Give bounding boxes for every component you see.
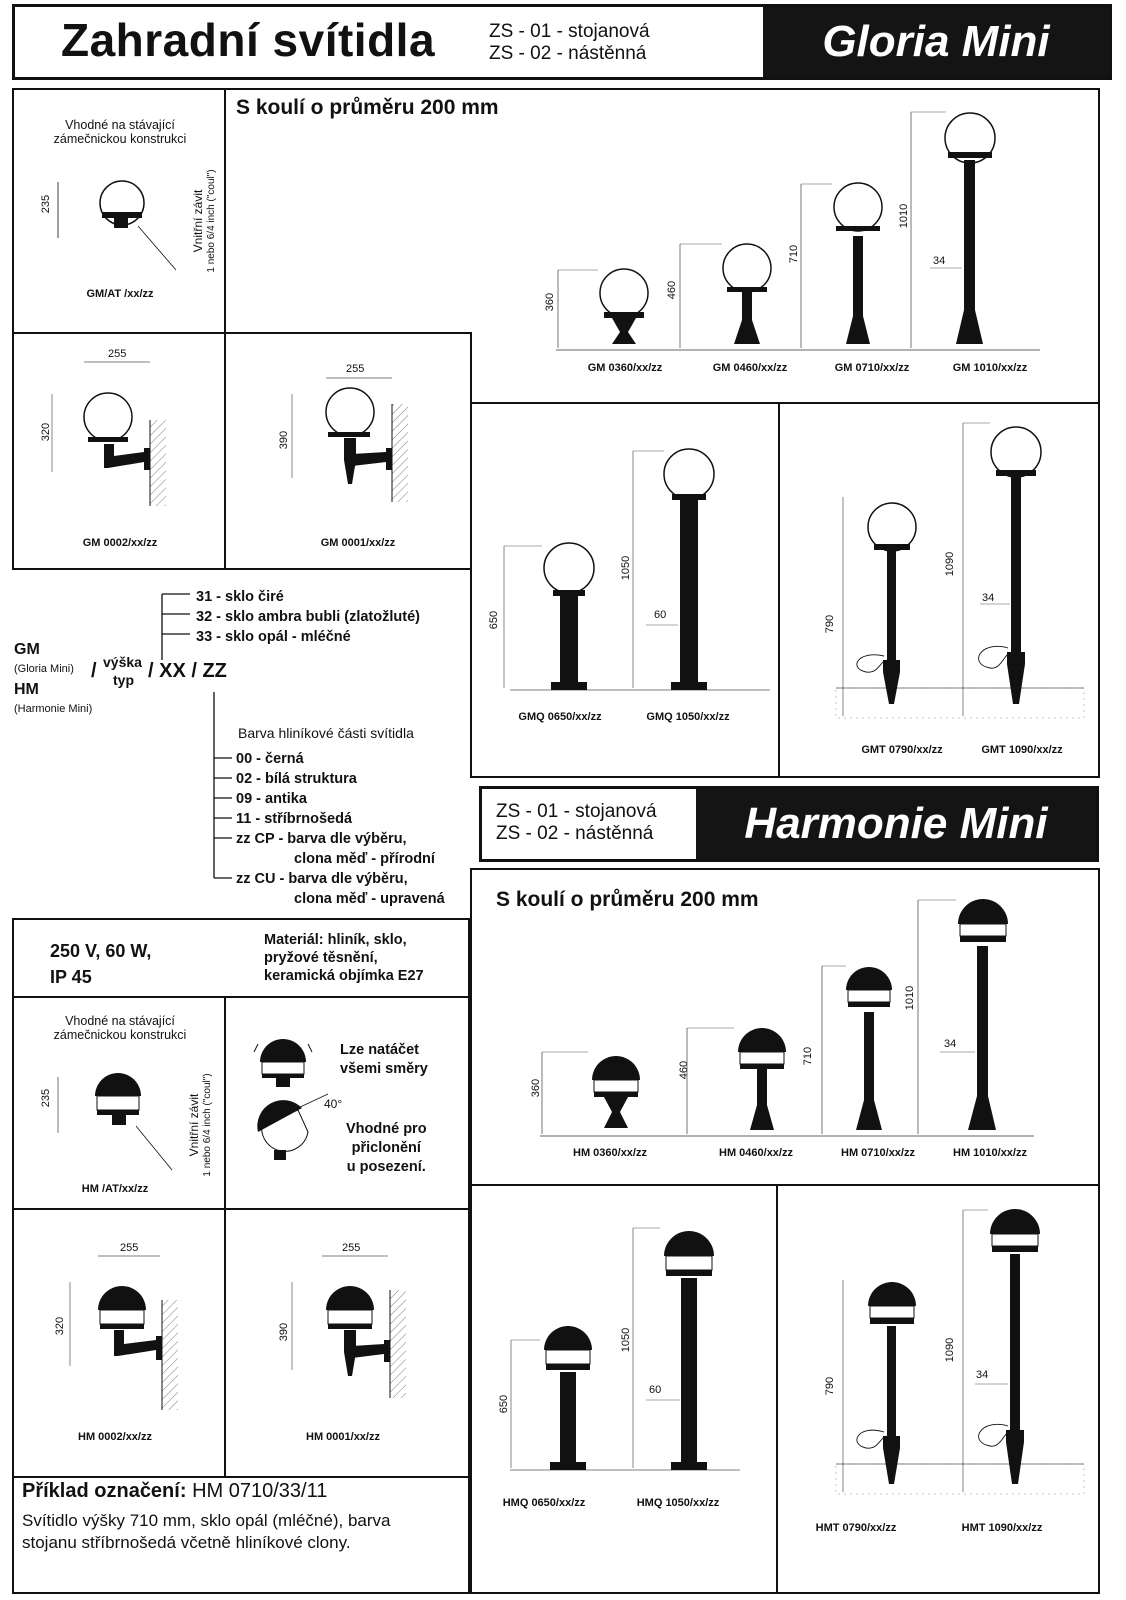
gmq-1050-height: 1050 (620, 555, 632, 581)
hm-0002-height: 320 (54, 1316, 66, 1336)
gm-0460-code: GM 0460/xx/zz (712, 362, 788, 374)
hmq-0650-code: HMQ 0650/xx/zz (502, 1497, 586, 1509)
page-title: Zahradní svítidla (61, 14, 436, 66)
header-subtitle-line-2: ZS - 02 - nástěnná (489, 43, 647, 64)
hm-at-drawing (58, 1073, 172, 1170)
brand-harmonie-mini: Harmonie Mini (696, 789, 1096, 859)
hm-1010-globe-icon (958, 899, 1008, 924)
hm-0710-globe-icon (846, 967, 892, 990)
hm-banner-subtitle-line-1: ZS - 01 - stojanová (496, 801, 657, 822)
color-option-cp: zz CP - barva dle výběru, (236, 831, 407, 847)
gmq-1050-code: GMQ 1050/xx/zz (646, 711, 730, 723)
gmt-0790-code: GMT 0790/xx/zz (861, 744, 943, 756)
gm-mount-note: Vhodné na stávající zámečnickou konstrukci (53, 118, 187, 147)
hmq-0650-height: 650 (498, 1394, 510, 1414)
gm-0001-code: GM 0001/xx/zz (320, 537, 396, 549)
hm-0360-code: HM 0360/xx/zz (573, 1147, 647, 1159)
gm-thread-line-2: 1 nebo 6/4 inch ("coul") (206, 169, 217, 273)
gm-0460-height: 460 (666, 280, 678, 300)
gm-1010-pole: 34 (933, 255, 946, 267)
code-hm-name: (Harmonie Mini) (14, 703, 93, 715)
hm-mount-note: Vhodné na stávající zámečnickou konstrukci (53, 1014, 187, 1043)
gmq-0650-globe-icon (544, 543, 594, 593)
gmt-drawings (836, 423, 1084, 718)
gm-at-height: 235 (40, 194, 52, 214)
hm-0460-code: HM 0460/xx/zz (719, 1147, 793, 1159)
material-line-2: pryžové těsnění, (264, 950, 378, 966)
hm-section-title: S koulí o průměru 200 mm (496, 888, 759, 911)
hmt-1090-pole: 34 (976, 1369, 989, 1381)
gm-wall-drawings (52, 362, 408, 506)
hm-1010-code: HM 1010/xx/zz (953, 1147, 1027, 1159)
gmt-1090-height: 1090 (944, 551, 956, 577)
gm-thread-line-1: Vnitřní závit (191, 189, 205, 253)
example-line-2: stojanu stříbrnošedá včetně hliníkové clony. (22, 1533, 351, 1552)
hm-standing-drawings (540, 899, 1034, 1136)
gmt-0790-height: 790 (824, 614, 836, 634)
hmt-drawings (836, 1209, 1084, 1494)
color-option-02: 02 - bílá struktura (236, 771, 357, 787)
color-option-00: 00 - černá (236, 751, 304, 767)
glass-option-31: 31 - sklo čiré (196, 589, 284, 605)
hmt-1090-code: HMT 1090/xx/zz (961, 1522, 1043, 1534)
hm-wall-drawings (70, 1256, 406, 1410)
header-subtitle-line-1: ZS - 01 - stojanová (489, 21, 650, 42)
electrical-line-1: 250 V, 60 W, (50, 941, 152, 961)
brand-gloria-mini: Gloria Mini (763, 7, 1109, 77)
gm-0001-globe-icon (326, 388, 374, 436)
hmt-1090-globe-icon (990, 1209, 1040, 1234)
hmt-0790-globe-icon (868, 1282, 916, 1306)
hmq-drawings (510, 1228, 740, 1470)
gm-0001-height: 390 (278, 430, 290, 450)
hm-0710-height: 710 (802, 1046, 814, 1066)
example-code: HM 0710/33/11 (192, 1480, 328, 1502)
gmt-1090-globe-icon (991, 427, 1041, 477)
electrical-line-2: IP 45 (50, 967, 92, 987)
gm-0002-code: GM 0002/xx/zz (82, 537, 158, 549)
hm-at-code: HM /AT/xx/zz (81, 1183, 149, 1195)
hm-0001-width: 255 (342, 1242, 361, 1254)
glass-option-33: 33 - sklo opál - mléčné (196, 629, 351, 645)
gmq-0650-code: GMQ 0650/xx/zz (518, 711, 602, 723)
tilt-line-3: u posezení. (346, 1159, 426, 1175)
gmt-1090-code: GMT 1090/xx/zz (981, 744, 1063, 756)
hmq-1050-globe-icon (664, 1231, 714, 1256)
gm-0360-globe-icon (600, 269, 648, 317)
hmt-0790-height: 790 (824, 1376, 836, 1396)
hm-thread-line-2: 1 nebo 6/4 inch ("coul") (202, 1073, 213, 1177)
color-option-cu: zz CU - barva dle výběru, (236, 871, 408, 887)
gm-0002-width: 255 (108, 348, 127, 360)
gm-0460-globe-icon (723, 244, 771, 292)
hm-0001-code: HM 0001/xx/zz (306, 1431, 380, 1443)
hm-thread-line-1: Vnitřní závit (187, 1093, 201, 1157)
gm-standing-drawings (556, 112, 1040, 350)
code-vyska: výška (103, 654, 142, 670)
color-heading: Barva hliníkové části svítidla (238, 725, 414, 741)
gm-0001-width: 255 (346, 363, 365, 375)
color-option-cp-note: clona měď - přírodní (294, 851, 435, 867)
hm-1010-height: 1010 (904, 985, 916, 1011)
tilt-line-1: Vhodné pro (346, 1121, 427, 1137)
code-typ: typ (113, 672, 134, 688)
tilt-angle: 40° (324, 1097, 343, 1111)
gm-0360-code: GM 0360/xx/zz (587, 362, 663, 374)
hmt-0790-code: HMT 0790/xx/zz (815, 1522, 897, 1534)
gm-0710-code: GM 0710/xx/zz (834, 362, 910, 374)
hm-0460-globe-icon (738, 1028, 786, 1052)
hmt-1090-height: 1090 (944, 1337, 956, 1363)
hm-0002-globe-icon (98, 1286, 146, 1310)
hmq-1050-height: 1050 (620, 1327, 632, 1353)
gm-0002-globe-icon (84, 393, 132, 441)
gmq-1050-pole: 60 (654, 609, 667, 621)
rotate-line-2: všemi směry (340, 1061, 428, 1077)
hm-0002-width: 255 (120, 1242, 139, 1254)
material-line-3: keramická objímka E27 (264, 968, 424, 984)
gm-at-code: GM/AT /xx/zz (86, 288, 154, 300)
color-option-11: 11 - stříbrnošedá (236, 811, 353, 827)
hmq-1050-code: HMQ 1050/xx/zz (636, 1497, 720, 1509)
hm-0360-height: 360 (530, 1078, 542, 1098)
code-xx-zz: / XX / ZZ (148, 660, 227, 682)
gm-1010-height: 1010 (898, 203, 910, 229)
color-option-09: 09 - antika (236, 791, 307, 807)
material-line-1: Materiál: hliník, sklo, (264, 932, 407, 948)
rotate-line-1: Lze natáčet (340, 1042, 419, 1058)
gm-0002-height: 320 (40, 422, 52, 442)
gmt-1090-pole: 34 (982, 592, 995, 604)
hm-0002-code: HM 0002/xx/zz (78, 1431, 152, 1443)
hm-rotate-drawings (254, 1039, 328, 1160)
gm-0360-height: 360 (544, 292, 556, 312)
gm-section-title: S koulí o průměru 200 mm (236, 96, 499, 119)
hm-0360-globe-icon (592, 1056, 640, 1080)
gm-0710-height: 710 (788, 244, 800, 264)
gm-1010-code: GM 1010/xx/zz (952, 362, 1028, 374)
hm-0001-globe-icon (326, 1286, 374, 1310)
hm-0710-code: HM 0710/xx/zz (841, 1147, 915, 1159)
code-gm: GM (14, 641, 40, 658)
hm-at-globe-icon (95, 1073, 141, 1096)
tilt-line-2: přiclonění (351, 1140, 421, 1156)
code-hm: HM (14, 681, 39, 698)
glass-option-32: 32 - sklo ambra bubli (zlatožluté) (196, 609, 420, 625)
hmq-0650-globe-icon (544, 1326, 592, 1350)
gmt-0790-globe-icon (868, 503, 916, 551)
gm-0710-globe-icon (834, 183, 882, 231)
gm-at-drawing (58, 181, 176, 270)
example-line-1: Svítidlo výšky 710 mm, sklo opál (mléčné), barva (22, 1511, 391, 1530)
code-gm-name: (Gloria Mini) (14, 663, 74, 675)
hm-at-height: 235 (40, 1088, 52, 1108)
gmq-0650-height: 650 (488, 610, 500, 630)
rotate-globe-icon (260, 1039, 306, 1062)
hmq-1050-pole: 60 (649, 1384, 662, 1396)
hm-0001-height: 390 (278, 1322, 290, 1342)
hm-1010-pole: 34 (944, 1038, 957, 1050)
example-label: Příklad označení: (22, 1480, 187, 1502)
hm-banner-subtitle-line-2: ZS - 02 - nástěnná (496, 823, 654, 844)
color-option-cu-note: clona měď - upravená (294, 891, 445, 907)
hm-0460-height: 460 (678, 1060, 690, 1080)
gmq-1050-globe-icon (664, 449, 714, 499)
code-slash: / (91, 660, 97, 682)
gmq-drawings (504, 449, 770, 690)
